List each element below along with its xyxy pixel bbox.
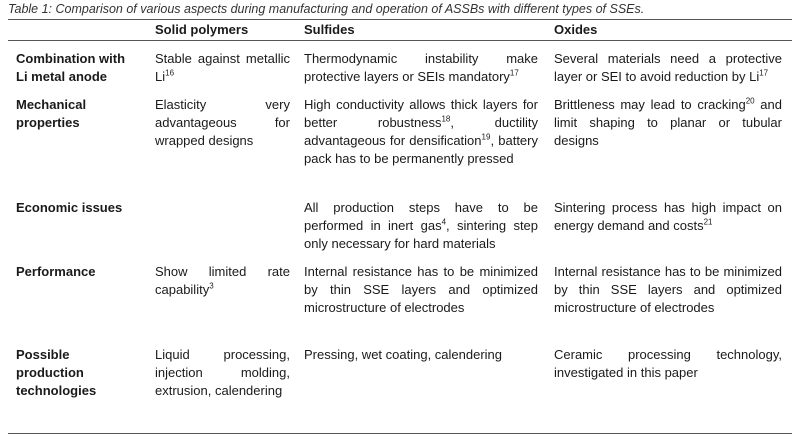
header-sulfides: Sulfides (304, 22, 355, 37)
cell-sulfides-performance: Internal resistance has to be minimized by thin SSE layers and optimized microstructure of electrodes (304, 264, 538, 315)
cell-polymers-production: Liquid processing, injection molding, extrusion, calendering (155, 347, 290, 398)
table-bottom-rule (8, 433, 792, 434)
cell-sulfides-economic: All production steps have to be performed in inert gas$^4$, sintering step only necessary for hard materials (304, 200, 539, 251)
cell-polymers-performance: Show limited rate capability$^3$ (155, 264, 290, 297)
row-label-economic: Economic issues (16, 200, 123, 215)
cell-oxides-performance: Internal resistance has to be minimized by thin SSE layers and optimized microstructure of electrodes (554, 264, 782, 315)
row-label-mechanical: Mechanical properties (16, 97, 87, 130)
header-oxides: Oxides (554, 22, 598, 37)
cell-sulfides-mechanical: High conductivity allows thick layers for better robustness$^{18}$, ductility advantageous for densification$^{19}$, battery pack has to be permanently pressed (304, 97, 538, 166)
cell-oxides-production: Ceramic processing technology, investigated in this paper (554, 347, 782, 380)
cell-oxides-li-anode: Several materials need a protective layer or SEI to avoid reduction by Li$^{17}$ (554, 51, 782, 84)
cell-sulfides-li-anode: Thermodynamic instability make protective layers or SEIs mandatory$^{17}$ (304, 51, 538, 84)
row-label-production: Possible production technologies (16, 347, 97, 398)
table-top-rule (8, 19, 792, 20)
cell-oxides-economic: Sintering process has high impact on energy demand and costs$^{21}$ (554, 200, 782, 233)
row-label-performance: Performance (16, 264, 96, 279)
cell-polymers-li-anode: Stable against metallic Li$^{16}$ (155, 51, 290, 84)
header-rule (8, 40, 792, 41)
cell-oxides-mechanical: Brittleness may lead to cracking$^{20}$ and limit shaping to planar or tubular designs (554, 96, 782, 148)
header-solid-polymers: Solid polymers (155, 22, 249, 37)
cell-polymers-mechanical: Elasticity very advantageous for wrapped designs (155, 97, 290, 148)
cell-sulfides-production: Pressing, wet coating, calendering (304, 347, 503, 362)
table-caption: Table 1: Comparison of various aspects during manufacturing and operation of ASSBs with different types of SSEs. (8, 2, 645, 16)
row-label-li-anode: Combination with Li metal anode (16, 51, 126, 84)
